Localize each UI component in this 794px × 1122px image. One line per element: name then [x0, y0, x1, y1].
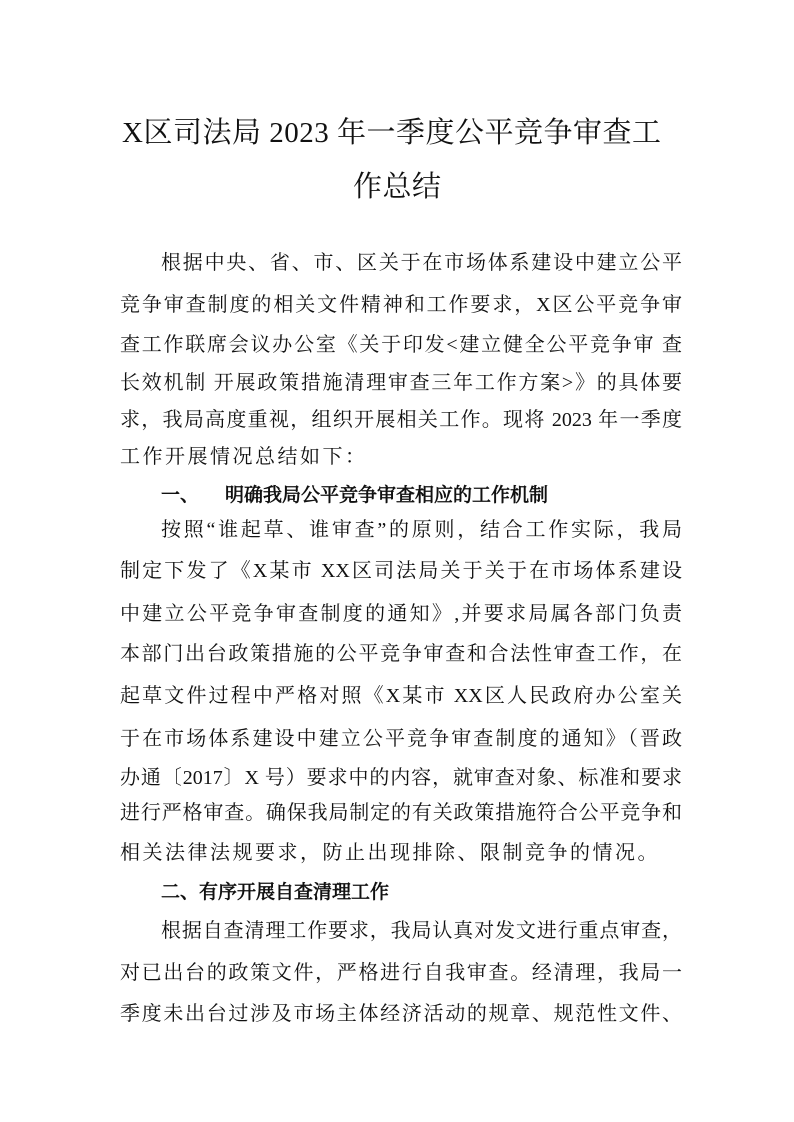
text-line: 长效机制 开展政策措施清理审查三年工作方案>》的具体要 [120, 372, 682, 394]
text-line: 于在市场体系建设中建立公平竞争审查制度的通知》（晋政 [120, 728, 682, 750]
text-line: 进行严格审查。确保我局制定的有关政策措施符合公平竞争和 [120, 802, 682, 824]
text-line: 对已出台的政策文件，严格进行自我审查。经清理，我局一 [120, 962, 682, 984]
text-line: 工作开展情况总结如下： [120, 446, 368, 468]
section-2-heading: 二、有序开展自查清理工作 [161, 882, 390, 903]
text-line: 查工作联席会议办公室《关于印发<建立健全公平竞争审 查 [120, 334, 682, 356]
text-line: 按照“谁起草、谁审查”的原则，结合工作实际，我局 [161, 519, 682, 541]
heading-text: 明确我局公平竞争审查相应的工作机制 [225, 485, 549, 506]
text-line: 中建立公平竞争审查制度的通知》,并要求局属各部门负责 [120, 603, 682, 625]
text-line: 季度未出台过涉及市场主体经济活动的规章、规范性文件、 [120, 1003, 682, 1025]
text-line: 本部门出台政策措施的公平竞争审查和合法性审查工作，在 [120, 643, 682, 665]
text-line: 相关法律法规要求，防止出现排除、限制竞争的情况。 [120, 842, 660, 864]
heading-number: 一、 [161, 485, 200, 506]
text-line: 制定下发了《X某市 XX区司法局关于关于在市场体系建设 [120, 560, 682, 582]
section-1-heading [161, 480, 548, 507]
text-line: 根据自查清理工作要求，我局认真对发文进行重点审查， [161, 920, 682, 942]
text-line: 求，我局高度重视，组织开展相关工作。现将 2023 年一季度 [120, 409, 682, 431]
text-line: 起草文件过程中严格对照《X某市 XX区人民政府办公室关 [120, 685, 682, 707]
title-line-2: 作总结 [353, 171, 442, 203]
title-line-1: X区司法局 2023 年一季度公平竞争审查工 [122, 117, 662, 149]
text-line: 办通〔2017〕X 号）要求中的内容，就审查对象、标准和要求 [120, 767, 682, 789]
text-line: 竞争审查制度的相关文件精神和工作要求，X区公平竞争审 [120, 294, 682, 316]
text-line: 根据中央、省、市、区关于在市场体系建设中建立公平 [161, 252, 682, 274]
